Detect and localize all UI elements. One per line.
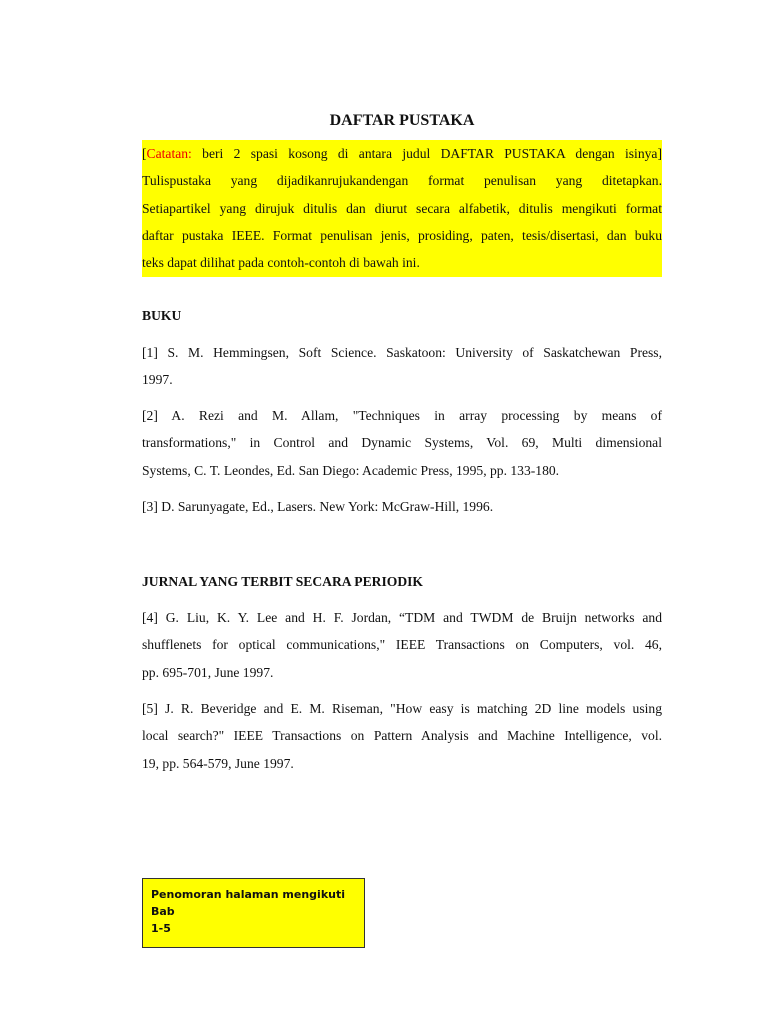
reference-line: 1997. [142, 372, 173, 388]
section-heading-jurnal: JURNAL YANG TERBIT SECARA PERIODIK [142, 574, 424, 589]
note-line-2: Tulispustaka yang dijadikanrujukandengan format penulisan yang ditetapkan. [142, 173, 662, 189]
reference-4 [142, 604, 662, 686]
reference-line: [4] G. Liu, K. Y. Lee and H. F. Jordan, “TDM and TWDM de Bruijn networks and [142, 610, 662, 625]
reference-line: shufflenets for optical communications," IEEE Transactions on Computers, vol. 46, [142, 637, 662, 653]
note-open-bracket: [ [142, 146, 147, 161]
reference-1 [142, 339, 662, 394]
reference-line: [5] J. R. Beveridge and E. M. Riseman, "How easy is matching 2D line models using [142, 701, 662, 716]
note-line-3: Setiapartikel yang dirujuk ditulis dan diurut secara alfabetik, ditulis mengikuti format [142, 200, 662, 216]
highlighted-note [142, 140, 662, 277]
page-numbering-callout [142, 878, 365, 948]
reference-line: local search?" IEEE Transactions on Pattern Analysis and Machine Intelligence, vol. [142, 728, 662, 744]
reference-3 [142, 493, 662, 520]
reference-line: Systems, C. T. Leondes, Ed. San Diego: Academic Press, 1995, pp. 133-180. [142, 462, 560, 478]
note-line-1 [142, 140, 662, 167]
note-line-4: daftar pustaka IEEE. Format penulisan jenis, prosiding, paten, tesis/disertasi, dan buku [142, 227, 662, 243]
reference-line: [2] A. Rezi and M. Allam, "Techniques in array processing by means of [142, 408, 662, 423]
section-heading-buku: BUKU [142, 308, 182, 323]
reference-line: 19, pp. 564-579, June 1997. [142, 755, 294, 771]
note-line-5: teks dapat dilihat pada contoh-contoh di bawah ini. [142, 255, 420, 271]
note-line-1-text: beri 2 spasi kosong di antara judul DAFTAR PUSTAKA dengan isinya] [191, 146, 662, 161]
reference-line: pp. 695-701, June 1997. [142, 664, 274, 680]
reference-line: [3] D. Sarunyagate, Ed., Lasers. New York: McGraw-Hill, 1996. [142, 499, 494, 514]
reference-5 [142, 695, 662, 777]
page-title: DAFTAR PUSTAKA [329, 112, 475, 129]
reference-2 [142, 402, 662, 484]
catatan-label: Catatan: [146, 146, 192, 161]
callout-line-1: Penomoran halaman mengikuti Bab [151, 888, 346, 918]
reference-line: [1] S. M. Hemmingsen, Soft Science. Saskatoon: University of Saskatchewan Press, [142, 345, 662, 360]
callout-line-2: 1-5 [151, 922, 171, 935]
reference-line: transformations," in Control and Dynamic Systems, Vol. 69, Multi dimensional [142, 435, 662, 451]
